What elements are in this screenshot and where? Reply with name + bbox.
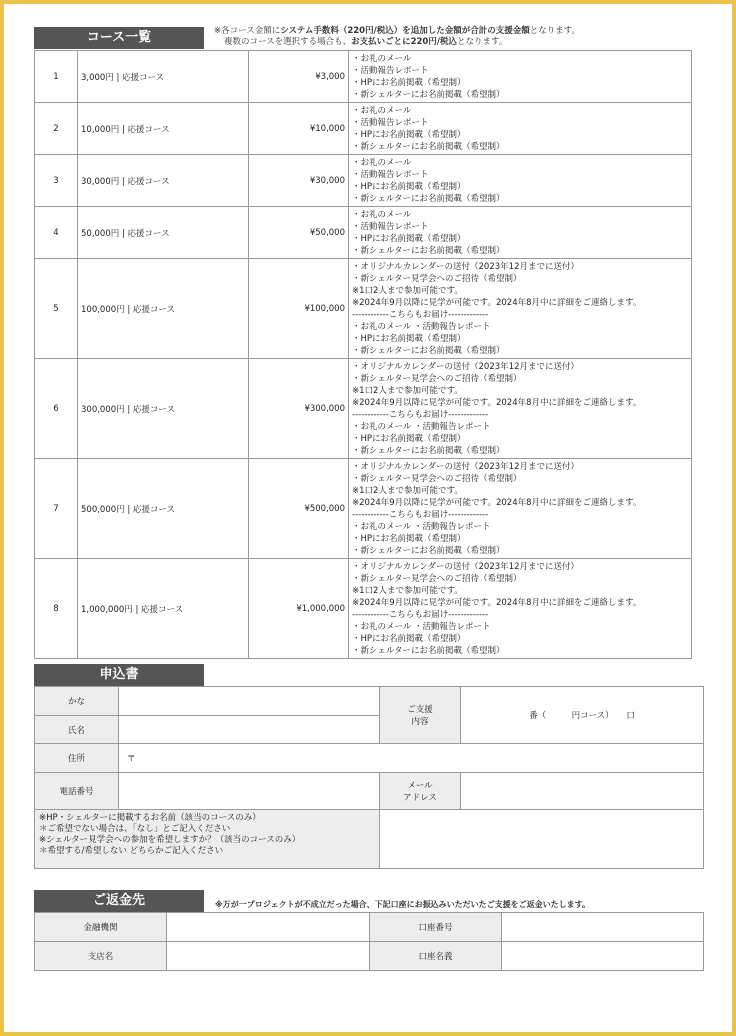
course-number: 5 [35,259,78,359]
phone-label: 電話番号 [35,773,119,810]
course-rewards [349,103,692,155]
course-fee-note [214,26,580,48]
course-reward-line: ・お礼のメール [352,158,412,168]
course-row [35,559,692,659]
course-number: 2 [35,103,78,155]
course-reward-line: ・新シェルターにお名前掲載（希望制） [352,246,505,256]
name-field[interactable] [119,716,380,744]
course-rewards [349,155,692,207]
course-name: 10,000円 | 応援コース [78,103,249,155]
course-reward-line: ・HPにお名前掲載（希望制） [352,130,466,140]
course-reward-line: ・HPにお名前掲載（希望制） [352,78,466,88]
course-reward-line: ・新シェルターにお名前掲載（希望制） [352,90,505,100]
course-price: ¥100,000 [249,259,349,359]
course-number: 8 [35,559,78,659]
account-number-label: 口座番号 [370,913,502,942]
course-name: 1,000,000円 | 応援コース [78,559,249,659]
course-reward-line: ・お礼のメール [352,106,412,116]
address-field[interactable] [119,744,704,773]
course-price: ¥3,000 [249,51,349,103]
course-name: 300,000円 | 応援コース [78,359,249,459]
course-reward-line: ・HPにお名前掲載（希望制） [352,334,466,344]
form-notes-answer-field[interactable] [380,810,704,869]
course-reward-line: ・活動報告レポート [352,66,429,76]
support-course-field[interactable]: 番（ 円コース） 口 [461,687,704,744]
course-reward-line: ・新シェルター見学会へのご招待（希望制） [352,574,522,584]
account-number-field[interactable] [502,913,704,942]
course-price: ¥500,000 [249,459,349,559]
account-name-label: 口座名義 [370,942,502,971]
course-row [35,359,692,459]
course-reward-line: ・オリジナルカレンダーの送付（2023年12月までに送付） [352,362,579,372]
course-name: 3,000円 | 応援コース [78,51,249,103]
course-reward-line: ------------こちらもお届け------------- [352,610,489,620]
phone-field[interactable] [119,773,380,810]
branch-field[interactable] [167,942,370,971]
form-note-line: ※HP・シェルターに掲載するお名前（該当のコースのみ） [39,813,261,823]
course-name: 500,000円 | 応援コース [78,459,249,559]
course-reward-line: ・新シェルターにお名前掲載（希望制） [352,194,505,204]
course-reward-line: ・活動報告レポート [352,222,429,232]
mail-label: メール アドレス [380,773,461,810]
name-label: 氏名 [35,716,119,744]
course-reward-line: ※1口2人まで参加可能です。 [352,386,463,396]
refund-note: ※万が一プロジェクトが不成立だった場合、下記口座にお振込みいただいたご支援をご返金いたします。 [215,900,590,909]
course-number: 4 [35,207,78,259]
course-reward-line: ※2024年9月以降に見学が可能です。2024年8月中に詳細をご連絡します。 [352,598,642,608]
course-number: 7 [35,459,78,559]
course-price: ¥10,000 [249,103,349,155]
course-fee-note-line2: 複数のコースを選択する場合も、お支払いごとに220円/税込となります。 [224,37,508,47]
course-list-title: コース一覧 [34,27,204,49]
course-reward-line: ・オリジナルカレンダーの送付（2023年12月までに送付） [352,262,579,272]
course-reward-line: ・お礼のメール ・活動報告レポート [352,322,491,332]
refund-table [34,912,704,971]
form-notes [35,810,380,869]
bank-label: 金融機関 [35,913,167,942]
course-name: 30,000円 | 応援コース [78,155,249,207]
course-reward-line: ・お礼のメール [352,210,412,220]
course-reward-line: ・活動報告レポート [352,170,429,180]
account-name-field[interactable] [502,942,704,971]
course-number: 6 [35,359,78,459]
course-reward-line: ・新シェルターにお名前掲載（希望制） [352,142,505,152]
courses-table [34,50,692,659]
course-number: 1 [35,51,78,103]
course-reward-line: ※1口2人まで参加可能です。 [352,486,463,496]
course-reward-line: ※1口2人まで参加可能です。 [352,586,463,596]
course-reward-line: ・HPにお名前掲載（希望制） [352,434,466,444]
course-reward-line: ・オリジナルカレンダーの送付（2023年12月までに送付） [352,462,579,472]
form-note-line: ＊ご希望でない場合は、「なし」とご記入ください [39,824,231,834]
form-table [34,686,704,869]
course-reward-line: ・HPにお名前掲載（希望制） [352,534,466,544]
course-price: ¥50,000 [249,207,349,259]
course-reward-line: ・HPにお名前掲載（希望制） [352,234,466,244]
support-content-label: ご支援 内容 [380,687,461,744]
course-row [35,259,692,359]
course-reward-line: ※2024年9月以降に見学が可能です。2024年8月中に詳細をご連絡します。 [352,498,642,508]
course-reward-line: ------------こちらもお届け------------- [352,410,489,420]
course-reward-line: ※2024年9月以降に見学が可能です。2024年8月中に詳細をご連絡します。 [352,298,642,308]
form-note-line: ＊希望する/希望しない どちらかご記入ください [39,846,224,856]
course-reward-line: ・新シェルターにお名前掲載（希望制） [352,546,505,556]
course-row [35,207,692,259]
course-reward-line: ・お礼のメール ・活動報告レポート [352,522,491,532]
course-number: 3 [35,155,78,207]
application-title: 申込書 [34,664,204,686]
course-reward-line: ・HPにお名前掲載（希望制） [352,182,466,192]
postal-mark: 〒 [127,754,136,764]
course-price: ¥30,000 [249,155,349,207]
course-fee-note-line1: ※各コース金額にシステム手数料（220円/税込）を追加した金額が合計の支援金額となります。 [214,26,581,36]
course-rewards [349,207,692,259]
course-rewards [349,559,692,659]
course-reward-line: ・HPにお名前掲載（希望制） [352,634,466,644]
course-reward-line: ・新シェルター見学会へのご招待（希望制） [352,474,522,484]
course-reward-line: ※2024年9月以降に見学が可能です。2024年8月中に詳細をご連絡します。 [352,398,642,408]
course-price: ¥1,000,000 [249,559,349,659]
course-row [35,155,692,207]
course-reward-line: ・新シェルターにお名前掲載（希望制） [352,646,505,656]
course-rewards [349,359,692,459]
course-row [35,51,692,103]
refund-title: ご返金先 [34,890,204,912]
course-reward-line: ・新シェルターにお名前掲載（希望制） [352,346,505,356]
course-name: 100,000円 | 応援コース [78,259,249,359]
course-reward-line: ・新シェルター見学会へのご招待（希望制） [352,274,522,284]
course-rewards [349,459,692,559]
course-reward-line: ・お礼のメール [352,54,412,64]
course-row [35,103,692,155]
course-reward-line: ・お礼のメール ・活動報告レポート [352,422,491,432]
course-rewards [349,51,692,103]
bank-field[interactable] [167,913,370,942]
course-reward-line: ・新シェルター見学会へのご招待（希望制） [352,374,522,384]
course-reward-line: ------------こちらもお届け------------- [352,310,489,320]
course-reward-line: ・活動報告レポート [352,118,429,128]
address-label: 住所 [35,744,119,773]
course-rewards [349,259,692,359]
branch-label: 支店名 [35,942,167,971]
course-reward-line: ・お礼のメール ・活動報告レポート [352,622,491,632]
form-note-line: ※シェルター見学会への参加を希望しますか？（該当のコースのみ） [39,835,301,845]
course-row [35,459,692,559]
course-price: ¥300,000 [249,359,349,459]
course-reward-line: ・オリジナルカレンダーの送付（2023年12月までに送付） [352,562,579,572]
course-name: 50,000円 | 応援コース [78,207,249,259]
course-reward-line: ------------こちらもお届け------------- [352,510,489,520]
course-reward-line: ・新シェルターにお名前掲載（希望制） [352,446,505,456]
kana-label: かな [35,687,119,716]
kana-field[interactable] [119,687,380,716]
course-reward-line: ※1口2人まで参加可能です。 [352,286,463,296]
mail-field[interactable] [461,773,704,810]
